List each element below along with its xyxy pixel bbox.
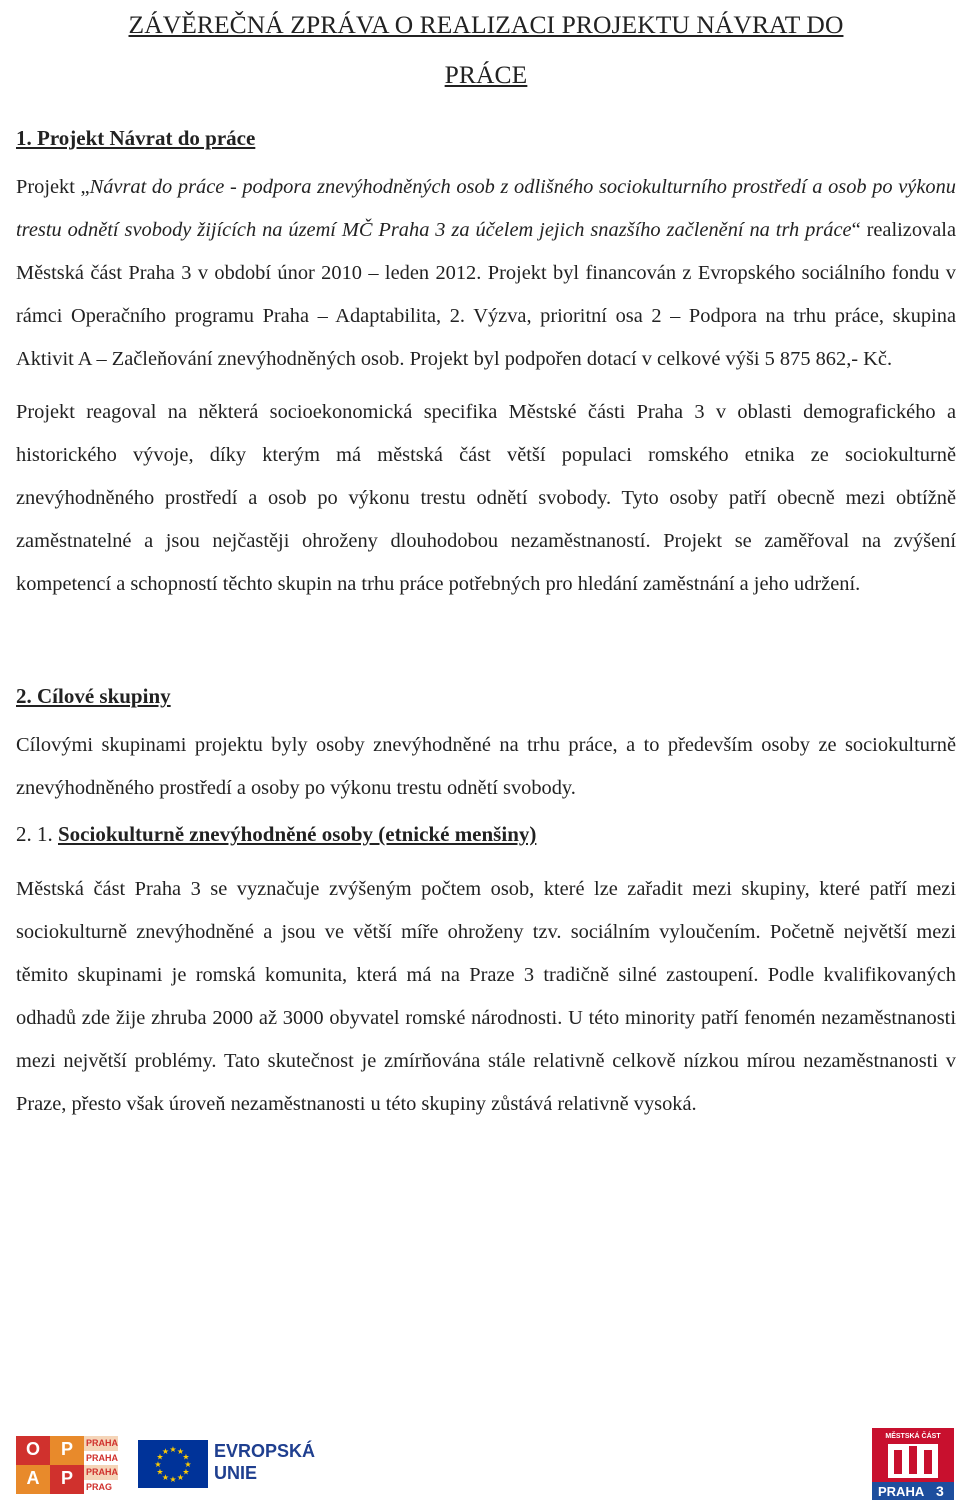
opp-letter-p1: P [50,1436,84,1465]
opp-letter-a: A [16,1465,50,1494]
eu-line-1: EVROPSKÁ [214,1441,316,1461]
opp-letter-o: O [16,1436,50,1465]
eu-star-icon: ★ [182,1467,190,1477]
eu-flag-icon [138,1440,208,1488]
eu-star-icon: ★ [169,1475,177,1484]
praha3-number: 3 [936,1483,944,1499]
subsection-2-1-heading [16,820,956,848]
eu-star-icon: ★ [161,1447,170,1456]
eu-star-icon: ★ [182,1452,190,1462]
eu-star-icon: ★ [161,1473,170,1482]
opp-letter-p2: P [50,1465,84,1494]
document-title [16,0,956,100]
eu-star-icon: ★ [169,1445,177,1454]
section-1-heading: 1. Projekt Návrat do práce [16,126,256,150]
eu-star-icon: ★ [156,1467,164,1477]
section-1-paragraph-2: Projekt reagoval na některá socioekonomická specifika Městské části Praha 3 v oblasti demografického a historického vývoje, díky kterým má městská část větší populaci romského etnika ze sociokulturně znevýhodněného prostředí a osob po výkonu trestu odnětí svobody. Tyto osoby patří obecně mezi obtížně zaměstnatelné a jsou nejčastěji ohroženy dlouhodobou nezaměstnaností. Projekt se zaměřoval na zvýšení kompetencí a schopností těchto skupin na trhu práce potřebných pro hledání zaměstnání a jeho udržení. [16,401,956,595]
document-page [16,0,956,1126]
project-name-italic: Návrat do práce - podpora znevýhodněných osob z odlišného sociokulturního prostředí a osob po výkonu trestu odnětí svobody žijících na území MČ Praha 3 za účelem jejich snazšího začlenění na trh práce [16,176,956,241]
subsection-title: Sociokulturně znevýhodněné osoby (etnické menšiny) [58,822,537,846]
footer-logos [0,1428,960,1502]
eu-star-icon: ★ [154,1460,162,1469]
subsection-number: 2. 1. [16,822,53,846]
section-2-paragraph-1: Cílovými skupinami projektu byly osoby znevýhodněné na trhu práce, a to především osoby ze sociokulturně znevýhodněného prostředí a osoby po výkonu trestu odnětí svobody. [16,734,956,799]
eu-line-2: UNIE [214,1463,258,1483]
praha3-top-text: MĚSTSKÁ ČÁST [885,1433,941,1440]
p1-suffix: “ realizovala Městská část Praha 3 v období únor 2010 – leden 2012. Projekt byl financován z Evropského sociálního fondu v rámci Operačního programu Praha – Adaptabilita, 2. Výzva, prioritní osa 2 – Podpora na trhu práce, skupina Aktivit A – Začleňování znevýhodněných osob. Projekt byl podpořen dotací v celkové výši 5 875 862,- Kč. [16,219,956,370]
eu-star-icon: ★ [176,1473,185,1482]
stripe-4: PRAG [84,1480,118,1495]
eu-logo-text [214,1440,315,1484]
praha-stripes [84,1436,118,1494]
stripe-1: PRAHA [84,1436,118,1451]
praha3-logo [872,1428,954,1500]
eu-star-icon: ★ [176,1447,185,1456]
stripe-2: PRAHA [84,1451,118,1466]
eu-star-icon: ★ [156,1452,164,1462]
eu-star-icon: ★ [184,1460,192,1469]
p1-prefix: Projekt „ [16,176,90,198]
section-2-paragraph-2: Městská část Praha 3 se vyznačuje zvýšeným počtem osob, které lze zařadit mezi skupiny, které patří mezi sociokulturně znevýhodněné a jsou ve větší míře ohroženy tzv. sociálním vyloučením. Početně největší mezi těmito skupinami je romská komunita, která má na Praze 3 tradičně silné zastoupení. Podle kvalifikovaných odhadů zde žije zhruba 2000 až 3000 obyvatel romské národnosti. U této minority patří fenomén nezaměstnanosti mezi největší problémy. Tato skutečnost je zmírňována stále relativně celkově nízkou mírou nezaměstnanosti v Praze, přesto však úroveň nezaměstnanosti u této skupiny zůstává relativně vysoká. [16,878,956,1115]
praha3-label: PRAHA [878,1484,925,1499]
title-line-2: PRÁCE [444,60,528,89]
section-1-paragraph-1 [16,166,956,381]
title-line-1: ZÁVĚREČNÁ ZPRÁVA O REALIZACI PROJEKTU NÁVRAT DO [128,10,844,39]
stripe-3: PRAHA [84,1465,118,1480]
section-2-heading: 2. Cílové skupiny [16,684,171,708]
opp-logo [16,1436,118,1494]
